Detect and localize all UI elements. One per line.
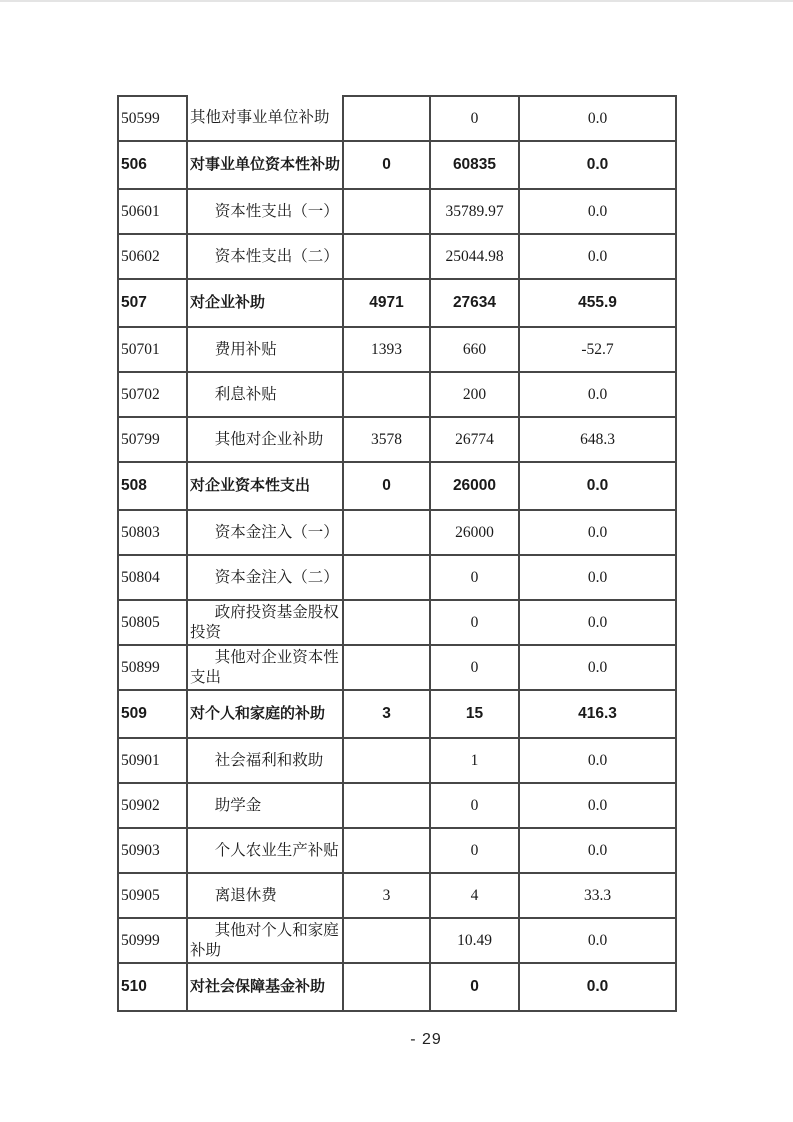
row-value-3: 33.3 [519, 873, 676, 918]
row-value-2: 60835 [430, 141, 519, 189]
row-value-2: 25044.98 [430, 234, 519, 279]
row-name: 社会福利和救助 [187, 738, 343, 783]
row-value-2: 15 [430, 690, 519, 738]
row-value-1 [343, 510, 430, 555]
table-row [118, 963, 676, 1011]
row-name: 对社会保障基金补助 [187, 963, 343, 1011]
table-body [118, 96, 676, 1011]
row-code: 50899 [118, 645, 187, 690]
row-name: 对企业补助 [187, 279, 343, 327]
row-value-2: 10.49 [430, 918, 519, 963]
row-value-2: 26000 [430, 462, 519, 510]
page-edge-line [0, 0, 793, 2]
table-row [118, 417, 676, 462]
row-value-3: 0.0 [519, 600, 676, 645]
row-value-1: 3 [343, 873, 430, 918]
row-code: 50999 [118, 918, 187, 963]
table-row [118, 327, 676, 372]
row-name: 其他对企业补助 [187, 417, 343, 462]
row-value-2: 0 [430, 96, 519, 141]
row-name: 资本金注入（二） [187, 555, 343, 600]
row-value-1 [343, 189, 430, 234]
row-value-1 [343, 234, 430, 279]
table-row [118, 918, 676, 963]
table-row [118, 873, 676, 918]
row-code: 50905 [118, 873, 187, 918]
row-value-2: 660 [430, 327, 519, 372]
row-value-1 [343, 372, 430, 417]
row-code: 50601 [118, 189, 187, 234]
table-row [118, 600, 676, 645]
row-value-1: 3578 [343, 417, 430, 462]
table-row [118, 783, 676, 828]
table-row [118, 96, 676, 141]
row-value-1 [343, 783, 430, 828]
row-value-2: 26000 [430, 510, 519, 555]
row-value-1 [343, 828, 430, 873]
row-value-1: 0 [343, 462, 430, 510]
row-value-2: 0 [430, 828, 519, 873]
row-value-3: 0.0 [519, 462, 676, 510]
row-value-1 [343, 96, 430, 141]
row-name: 助学金 [187, 783, 343, 828]
row-name: 对个人和家庭的补助 [187, 690, 343, 738]
row-value-2: 4 [430, 873, 519, 918]
row-value-3: 0.0 [519, 828, 676, 873]
budget-table [117, 95, 677, 1012]
row-value-1 [343, 918, 430, 963]
row-value-1 [343, 963, 430, 1011]
row-value-2: 35789.97 [430, 189, 519, 234]
row-value-1: 3 [343, 690, 430, 738]
row-name: 其他对企业资本性支出 [187, 645, 343, 690]
table-row [118, 828, 676, 873]
row-code: 506 [118, 141, 187, 189]
row-name: 其他对事业单位补助 [187, 96, 343, 141]
row-value-3: 0.0 [519, 918, 676, 963]
row-code: 50799 [118, 417, 187, 462]
row-value-1 [343, 738, 430, 783]
row-name: 政府投资基金股权投资 [187, 600, 343, 645]
row-value-2: 0 [430, 645, 519, 690]
table-row [118, 738, 676, 783]
row-value-1: 0 [343, 141, 430, 189]
page-number: - 29 [410, 1031, 442, 1048]
row-value-2: 200 [430, 372, 519, 417]
row-name: 资本性支出（一） [187, 189, 343, 234]
table-row [118, 372, 676, 417]
row-code: 50599 [118, 96, 187, 141]
table-row [118, 234, 676, 279]
row-name: 对企业资本性支出 [187, 462, 343, 510]
row-value-3: 0.0 [519, 234, 676, 279]
row-value-3: 0.0 [519, 372, 676, 417]
row-value-3: 455.9 [519, 279, 676, 327]
row-code: 508 [118, 462, 187, 510]
row-value-2: 27634 [430, 279, 519, 327]
row-code: 50805 [118, 600, 187, 645]
row-code: 50702 [118, 372, 187, 417]
row-code: 50902 [118, 783, 187, 828]
row-name: 利息补贴 [187, 372, 343, 417]
row-code: 50901 [118, 738, 187, 783]
row-value-3: 0.0 [519, 783, 676, 828]
row-name: 资本金注入（一） [187, 510, 343, 555]
row-code: 507 [118, 279, 187, 327]
row-value-3: 0.0 [519, 96, 676, 141]
row-code: 509 [118, 690, 187, 738]
row-code: 50701 [118, 327, 187, 372]
table-row [118, 510, 676, 555]
row-value-3: 0.0 [519, 555, 676, 600]
row-value-3: 0.0 [519, 738, 676, 783]
row-value-3: 0.0 [519, 510, 676, 555]
row-name: 其他对个人和家庭补助 [187, 918, 343, 963]
row-value-3: 0.0 [519, 963, 676, 1011]
row-value-2: 1 [430, 738, 519, 783]
row-value-1 [343, 555, 430, 600]
row-name: 费用补贴 [187, 327, 343, 372]
row-value-3: 0.0 [519, 189, 676, 234]
row-code: 50903 [118, 828, 187, 873]
row-code: 50803 [118, 510, 187, 555]
table-row [118, 189, 676, 234]
row-code: 50804 [118, 555, 187, 600]
row-value-3: -52.7 [519, 327, 676, 372]
table-row [118, 462, 676, 510]
table-row [118, 141, 676, 189]
row-value-3: 0.0 [519, 645, 676, 690]
row-value-2: 0 [430, 600, 519, 645]
row-value-2: 0 [430, 555, 519, 600]
row-value-1 [343, 645, 430, 690]
row-value-3: 0.0 [519, 141, 676, 189]
row-value-1: 1393 [343, 327, 430, 372]
row-name: 个人农业生产补贴 [187, 828, 343, 873]
row-value-3: 648.3 [519, 417, 676, 462]
table-row [118, 555, 676, 600]
row-value-1: 4971 [343, 279, 430, 327]
row-value-2: 0 [430, 783, 519, 828]
row-value-2: 0 [430, 963, 519, 1011]
row-value-2: 26774 [430, 417, 519, 462]
row-name: 对事业单位资本性补助 [187, 141, 343, 189]
row-code: 510 [118, 963, 187, 1011]
row-name: 资本性支出（二） [187, 234, 343, 279]
table-row [118, 690, 676, 738]
row-code: 50602 [118, 234, 187, 279]
row-name: 离退休费 [187, 873, 343, 918]
table-row [118, 645, 676, 690]
row-value-1 [343, 600, 430, 645]
table-row [118, 279, 676, 327]
row-value-3: 416.3 [519, 690, 676, 738]
